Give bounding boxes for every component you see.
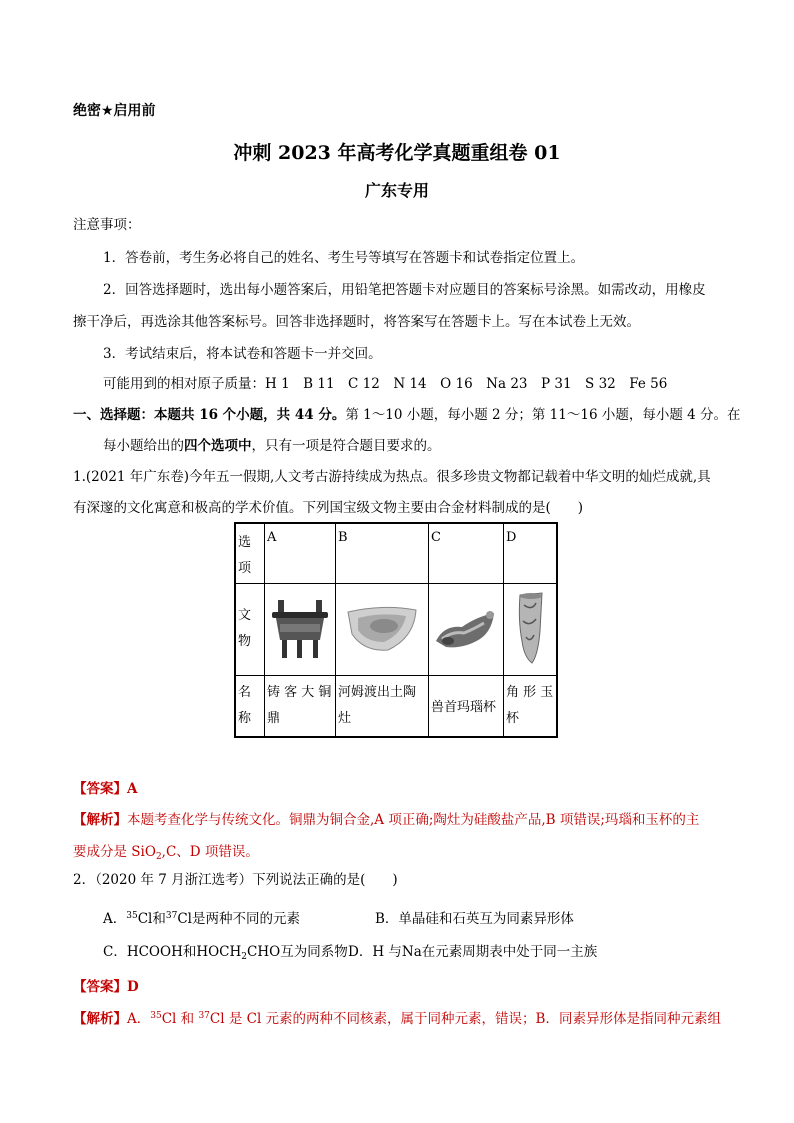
page-subtitle: 广东专用 — [364, 181, 429, 200]
name-d: 角 形 玉 杯 — [504, 675, 558, 737]
option-b-letter: B — [336, 523, 429, 583]
notice-item-3: 3．考试结束后，将本试卷和答题卡一并交回。 — [103, 346, 382, 362]
artifact-a-cell — [265, 583, 336, 675]
page-title: 冲刺 2023 年高考化学真题重组卷 01 — [233, 142, 561, 164]
q1-analysis-text-2b: ,C、D 项错误。 — [161, 844, 259, 860]
atomic-mass-line: 可能用到的相对原子质量：H 1 B 11 C 12 N 14 O 16 Na 23 P 31 S 32 Fe 56 — [103, 376, 668, 392]
section1-text-a: 每小题给出的 — [103, 438, 184, 454]
notice-item-2-line-2: 擦干净后，再选涂其他答案标号。回答非选择题时，将答案写在答题卡上。写在本试卷上无效。 — [73, 314, 640, 330]
agate-cup-icon — [434, 607, 498, 651]
q2-option-a: A．$^{35}$Cl和$^{37}$Cl是两种不同的元素 — [103, 911, 300, 927]
section1-line-2 — [103, 437, 441, 455]
q1-analysis-subscript: 2 — [155, 852, 162, 862]
q2-answer: 【答案】D — [73, 979, 139, 995]
q1-analysis-text-1: 本题考查化学与传统文化。铜鼎为铜合金,A 项正确;陶灶为硅酸盐产品,B 项错误;玛瑙和玉杯的主 — [127, 812, 700, 828]
row-label-artifact: 文 物 — [235, 583, 265, 675]
q1-stem-line-1: 1.(2021 年广东卷)今年五一假期,人文考古游持续成为热点。很多珍贵文物都记载着中华文明的灿烂成就,具 — [73, 469, 711, 485]
q1-analysis-tag: 【解析】 — [73, 812, 127, 828]
q1-options-table — [234, 522, 558, 738]
option-d-letter: D — [504, 523, 558, 583]
row-label-option: 选 项 — [235, 523, 265, 583]
notice-heading: 注意事项： — [73, 217, 141, 233]
jade-cup-icon — [514, 591, 546, 667]
confidential-label: 绝密★启用前 — [73, 103, 156, 119]
q1-analysis-line-1 — [73, 808, 699, 828]
artifact-b-cell — [336, 583, 429, 675]
bronze-ding-icon — [270, 596, 330, 662]
section1-line-1 — [73, 406, 741, 424]
artifact-d-cell — [504, 583, 558, 675]
section1-heading: 一、选择题： — [73, 407, 154, 423]
section1-text-b: ，只有一项是符合题目要求的。 — [251, 438, 441, 454]
artifact-c-cell — [429, 583, 504, 675]
notice-item-1: 1．答卷前，考生务必将自己的姓名、考生号等填写在答题卡和试卷指定位置上。 — [103, 250, 585, 266]
pottery-stove-icon — [344, 602, 420, 656]
q2-stem: 2．（2020 年 7 月浙江选考）下列说法正确的是( ) — [73, 872, 398, 888]
q2-option-c: C．HCOOH和$HOCH_2CHO$互为同系物 — [103, 944, 348, 962]
name-a: 铸 客 大 铜 鼎 — [265, 675, 336, 737]
q2-option-d: D．H 与Na在元素周期表中处于同一主族 — [348, 944, 598, 960]
name-b: 河姆渡出土陶 灶 — [336, 675, 429, 737]
q2-analysis-line-1: 【解析】A．$^{35}$Cl 和 $^{37}$Cl 是 Cl 元素的两种不同核素，属于同种元素，错误；B．同素异形体是指同种元素组 — [73, 1011, 721, 1027]
option-c-letter: C — [429, 523, 504, 583]
section1-detail: 第 1～10 小题，每小题 2 分；第 11～16 小题，每小题 4 分。在 — [345, 407, 741, 423]
row-label-name: 名 称 — [235, 675, 265, 737]
option-a-letter: A — [265, 523, 336, 583]
q2-analysis-tag: 【解析】 — [73, 1011, 127, 1027]
q1-analysis-line-2 — [73, 840, 259, 860]
name-c: 兽首玛瑙杯 — [429, 675, 504, 737]
q1-stem-line-2: 有深邃的文化寓意和极高的学术价值。下列国宝级文物主要由合金材料制成的是( ) — [73, 500, 584, 516]
section1-emphasis: 四个选项中 — [184, 438, 252, 454]
notice-item-2-line-1: 2．回答选择题时，选出每小题答案后，用铅笔把答题卡对应题目的答案标号涂黑。如需改动，用橡皮 — [103, 282, 706, 298]
section1-score: 本题共 16 个小题，共 44 分。 — [154, 407, 346, 423]
q2-option-b: B．单晶硅和石英互为同素异形体 — [375, 911, 574, 927]
q1-answer: 【答案】A — [73, 781, 138, 797]
q1-analysis-text-2a: 要成分是 SiO — [73, 844, 156, 860]
